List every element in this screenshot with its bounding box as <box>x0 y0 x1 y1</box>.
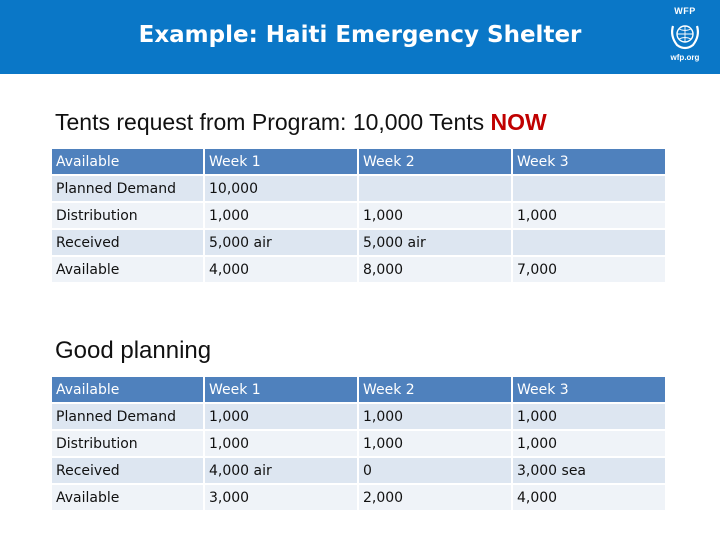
table-cell: Received <box>52 458 203 483</box>
table-cell: 5,000 air <box>359 230 511 255</box>
table-cell: 4,000 <box>205 257 357 282</box>
column-header: Week 1 <box>205 377 357 402</box>
column-header: Available <box>52 149 203 174</box>
table-cell: Planned Demand <box>52 404 203 429</box>
tents-request-text: Tents request from Program: 10,000 Tents <box>55 109 491 135</box>
table-row <box>52 431 665 456</box>
table-header-row <box>52 377 665 402</box>
table-row <box>52 257 665 282</box>
table-cell: 1,000 <box>359 431 511 456</box>
column-header: Week 2 <box>359 377 511 402</box>
table-cell: 1,000 <box>205 404 357 429</box>
table-cell: 5,000 air <box>205 230 357 255</box>
wreath-globe-icon <box>668 18 702 52</box>
table-cell: 3,000 sea <box>513 458 665 483</box>
table-cell: 4,000 <box>513 485 665 510</box>
table-cell: Available <box>52 257 203 282</box>
column-header: Available <box>52 377 203 402</box>
table-cell: 10,000 <box>205 176 357 201</box>
table-row <box>52 203 665 228</box>
table-cell: 1,000 <box>513 431 665 456</box>
table-row <box>52 176 665 201</box>
table-row <box>52 230 665 255</box>
table-cell: 1,000 <box>513 203 665 228</box>
table-cell: Available <box>52 485 203 510</box>
column-header: Week 3 <box>513 377 665 402</box>
table-cell: Planned Demand <box>52 176 203 201</box>
table-cell: 3,000 <box>205 485 357 510</box>
column-header: Week 2 <box>359 149 511 174</box>
table-cell: Received <box>52 230 203 255</box>
table-row <box>52 404 665 429</box>
table-cell: 1,000 <box>205 431 357 456</box>
table-row <box>52 485 665 510</box>
table-row <box>52 458 665 483</box>
table-cell: 1,000 <box>513 404 665 429</box>
table-cell: 1,000 <box>359 203 511 228</box>
table-cell: Distribution <box>52 431 203 456</box>
table-cell: 1,000 <box>205 203 357 228</box>
table-cell: 8,000 <box>359 257 511 282</box>
good-planning-title: Good planning <box>55 337 212 364</box>
table-cell <box>513 230 665 255</box>
table-cell: 2,000 <box>359 485 511 510</box>
table-cell: 1,000 <box>359 404 511 429</box>
table-cell <box>513 176 665 201</box>
tents-request-title <box>55 109 547 136</box>
table-cell: Distribution <box>52 203 203 228</box>
table-cell: 7,000 <box>513 257 665 282</box>
column-header: Week 1 <box>205 149 357 174</box>
table-header-row <box>52 149 665 174</box>
table-cell: 4,000 air <box>205 458 357 483</box>
table-cell <box>359 176 511 201</box>
page-title: Example: Haiti Emergency Shelter <box>138 22 582 48</box>
tents-request-table <box>50 147 667 284</box>
now-emphasis: NOW <box>490 109 547 135</box>
wfp-logo <box>656 6 714 68</box>
logo-acronym: WFP <box>674 6 696 16</box>
good-planning-table <box>50 375 667 512</box>
table-cell: 0 <box>359 458 511 483</box>
column-header: Week 3 <box>513 149 665 174</box>
title-banner <box>0 0 720 74</box>
logo-url: wfp.org <box>670 53 700 62</box>
